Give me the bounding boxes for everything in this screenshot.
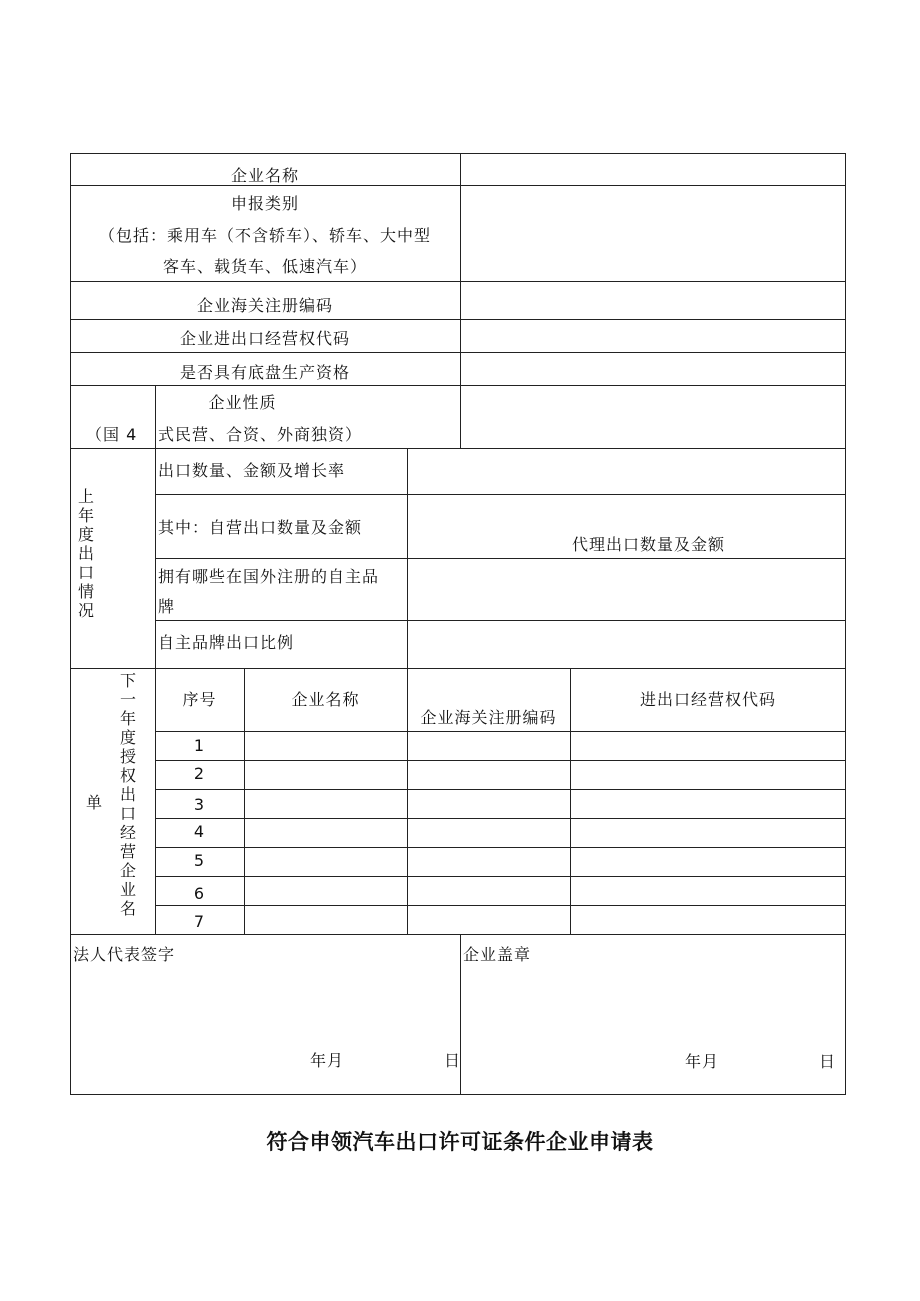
date-year-month-right: 年月 <box>685 1052 720 1071</box>
customs-code-label: 企业海关注册编码 <box>196 296 333 315</box>
brands-label-line2: 牌 <box>158 597 176 616</box>
seq-number: 3 <box>193 795 206 814</box>
seq-number: 5 <box>193 851 206 870</box>
next-year-side-label: 下一年度授权出口经营企业名 <box>119 671 136 918</box>
date-year-month-left: 年月 <box>310 1051 345 1070</box>
row-line <box>155 760 846 761</box>
category-note-line2: 客车、载货车、低速汽车） <box>162 257 367 276</box>
row-line <box>70 934 846 935</box>
row-line <box>155 494 846 495</box>
category-label: 申报类别 <box>230 194 299 213</box>
row-line <box>155 731 846 732</box>
row-line <box>70 448 846 449</box>
row-line <box>155 620 846 621</box>
seq-number: 1 <box>193 736 206 755</box>
company-seal-label: 企业盖章 <box>463 945 532 964</box>
customs-header: 企业海关注册编码 <box>420 708 557 727</box>
row-line <box>70 281 846 282</box>
col-line <box>407 448 408 668</box>
seq-number: 2 <box>193 764 206 783</box>
seq-number: 4 <box>193 822 206 841</box>
seq-header: 序号 <box>182 690 217 709</box>
next-year-side-label-extra: 单 <box>86 793 104 812</box>
col-line <box>460 153 461 448</box>
last-year-side-label: 上年度出口情况 <box>77 487 94 620</box>
brands-label-line1: 拥有哪些在国外注册的自主品 <box>158 567 380 586</box>
row-line <box>155 847 846 848</box>
row-line <box>70 319 846 320</box>
row-line <box>70 153 846 154</box>
row-line <box>70 1094 846 1095</box>
self-export-label: 其中：自营出口数量及金额 <box>158 518 363 537</box>
row-line <box>155 905 846 906</box>
row-line <box>70 668 846 669</box>
company-name-label: 企业名称 <box>230 166 299 185</box>
col-line <box>845 153 846 1095</box>
seq-number: 7 <box>193 912 206 931</box>
row-line <box>155 876 846 877</box>
category-note-line1: （包括：乘用车（不含轿车）、轿车、大中型 <box>98 226 431 245</box>
legal-rep-signature-label: 法人代表签字 <box>73 945 176 964</box>
ie-code-label: 企业进出口经营权代码 <box>179 329 350 348</box>
chassis-label: 是否具有底盘生产资格 <box>179 363 350 382</box>
date-day-right: 日 <box>819 1052 837 1071</box>
row-line <box>70 352 846 353</box>
nature-label: 企业性质 <box>208 393 277 412</box>
row-line <box>155 789 846 790</box>
seq-number: 6 <box>193 884 206 903</box>
row-line <box>155 558 846 559</box>
ie-header: 进出口经营权代码 <box>639 690 776 709</box>
row-line <box>70 385 846 386</box>
name-header: 企业名称 <box>291 690 360 709</box>
brand-ratio-label: 自主品牌出口比例 <box>158 633 295 652</box>
row-line <box>155 818 846 819</box>
date-day-left: 日 <box>444 1051 462 1070</box>
col-line <box>70 153 71 1095</box>
agent-export-label: 代理出口数量及金额 <box>572 535 726 554</box>
form-title: 符合申领汽车出口许可证条件企业申请表 <box>266 1130 654 1154</box>
export-amount-label: 出口数量、金额及增长率 <box>158 461 346 480</box>
application-form-table <box>70 153 846 1095</box>
nature-note-a: （国 4 <box>86 425 138 444</box>
nature-note-b: 式民营、合资、外商独资） <box>158 425 363 444</box>
